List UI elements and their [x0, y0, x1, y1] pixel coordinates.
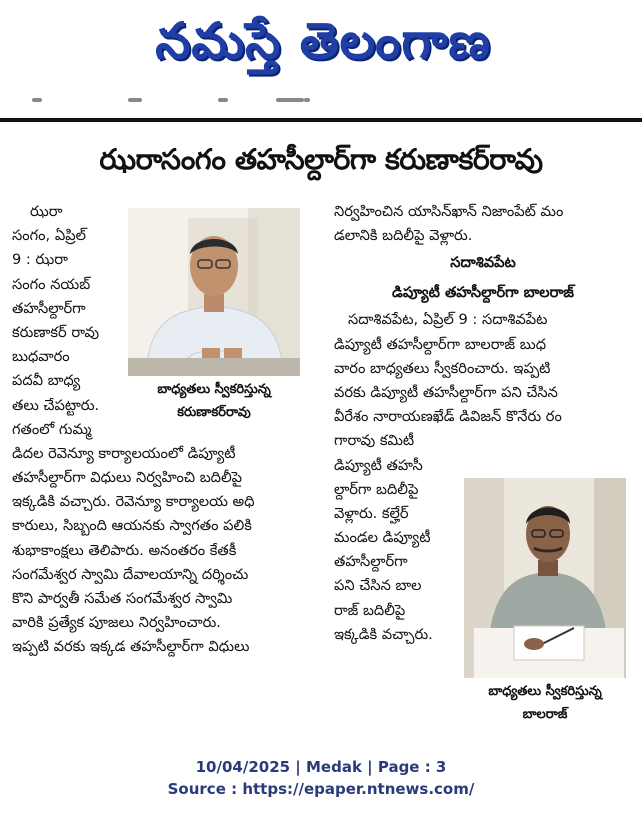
text-line: కారులు, సిబ్బంది ఆయనకు స్వాగతం పలికి — [12, 517, 252, 535]
masthead — [0, 0, 642, 100]
article — [0, 196, 642, 736]
top-rule — [0, 118, 642, 122]
text-line: తహసీల్దార్‌గా — [12, 299, 86, 317]
text-line: వరకు డిప్యూటీ తహసీల్దార్‌గా పని చేసిన — [334, 383, 558, 401]
text-line: వారం బాధ్యతలు స్వీకరించారు. ఇప్పటి — [334, 359, 551, 377]
person-photo-icon — [464, 478, 626, 678]
masthead-strip — [30, 96, 610, 104]
text-line: పని చేసిన బాల — [334, 577, 422, 595]
text-line: సంగమేశ్వర స్వామి దేవాలయాన్ని దర్శించు — [12, 565, 249, 583]
footer-dateline: 10/04/2025 | Medak | Page : 3 — [195, 758, 447, 776]
text-line: నిర్వహించిన యాసిన్‌ఖాన్ నిజాంపేట్ మం — [334, 203, 564, 220]
masthead-title: నమస్తే తెలంగాణ — [155, 12, 491, 70]
text-line: మండల డిప్యూటీ — [334, 529, 431, 547]
text-line: డలానికి బదిలీపై వెళ్లారు. — [334, 227, 473, 245]
text-line: వారికి ప్రత్యేక పూజలు నిర్వహించారు. — [12, 614, 221, 632]
subhead-place: సదాశివపేట — [450, 254, 516, 272]
caption-line: కరుణాకర్‌రావు — [177, 405, 251, 420]
headline: ఝరాసంగం తహసీల్దార్‌గా కరుణాకర్‌రావు — [99, 143, 543, 176]
text-line: ఇక్కడికి వచ్చారు. — [334, 625, 433, 643]
text-line: తహసీల్దార్‌గా విధులు నిర్వహించి బదిలీపై — [12, 469, 243, 487]
text-line: డిదల రెవెన్యూ కార్యాలయంలో డిప్యూటీ — [12, 444, 236, 462]
text-line: ల్దార్‌గా బదిలీపై — [334, 480, 419, 498]
text-line: రాజ్ బదిలీపై — [334, 601, 406, 619]
subhead-title: డిప్యూటీ తహసీల్దార్‌గా బాలరాజ్ — [392, 284, 574, 302]
photo-karunakar-rao — [128, 208, 300, 376]
text-line: సదాశివపేట, ఏప్రిల్ 9 : సదాశివపేట — [348, 311, 548, 329]
text-line: సంగం, ఏప్రిల్ — [12, 227, 86, 245]
text-line: సంగం నయబ్ — [12, 275, 91, 293]
text-line: డిప్యూటీ తహసీల్దార్‌గా బాలరాజ్ బుధ — [334, 335, 546, 353]
caption-line: బాధ్యతలు స్వీకరిస్తున్న — [488, 684, 602, 699]
caption-line: బాలరాజ్ — [522, 707, 568, 722]
text-line: వెళ్లారు. కల్హేర్ — [334, 504, 409, 522]
text-line: ఝరా — [30, 203, 63, 220]
text-line: కొని పార్వతీ సమేత సంగమేశ్వర స్వామి — [12, 590, 233, 607]
text-line: ఇక్కడికి వచ్చారు. రెవెన్యూ కార్యాలయ అధి — [12, 493, 255, 511]
text-line: గతంలో గుమ్మ — [12, 420, 92, 438]
text-line: తహసీల్దార్‌గా — [334, 553, 408, 571]
text-line: పదవీ బాధ్య — [12, 372, 81, 390]
text-line: 9 : ఝరా — [12, 251, 68, 269]
footer-source: Source : https://epaper.ntnews.com/ — [167, 780, 475, 798]
photo-balaraj — [464, 478, 626, 678]
text-line: ఇప్పటి వరకు ఇక్కడ తహసీల్దార్‌గా విధులు — [12, 638, 250, 656]
photo-caption-left — [128, 378, 300, 430]
text-line: శుభాకాంక్షలు తెలిపారు. అనంతరం కేతకీ — [12, 541, 237, 559]
text-line: డిప్యూటీ తహసీ — [334, 456, 423, 474]
text-line: బుధవారం — [12, 348, 70, 366]
photo-caption-right — [464, 680, 626, 730]
text-line: వీరేశం నారాయణఖేడ్ డివిజన్ కొనేరు రం — [334, 408, 562, 426]
text-line: కరుణాకర్ రావు — [12, 323, 100, 341]
text-line: గారావు కమిటీ — [334, 432, 415, 450]
text-line: తలు చేపట్టారు. — [12, 396, 100, 414]
caption-line: బాధ్యతలు స్వీకరిస్తున్న — [157, 382, 271, 397]
person-photo-icon — [128, 208, 300, 376]
